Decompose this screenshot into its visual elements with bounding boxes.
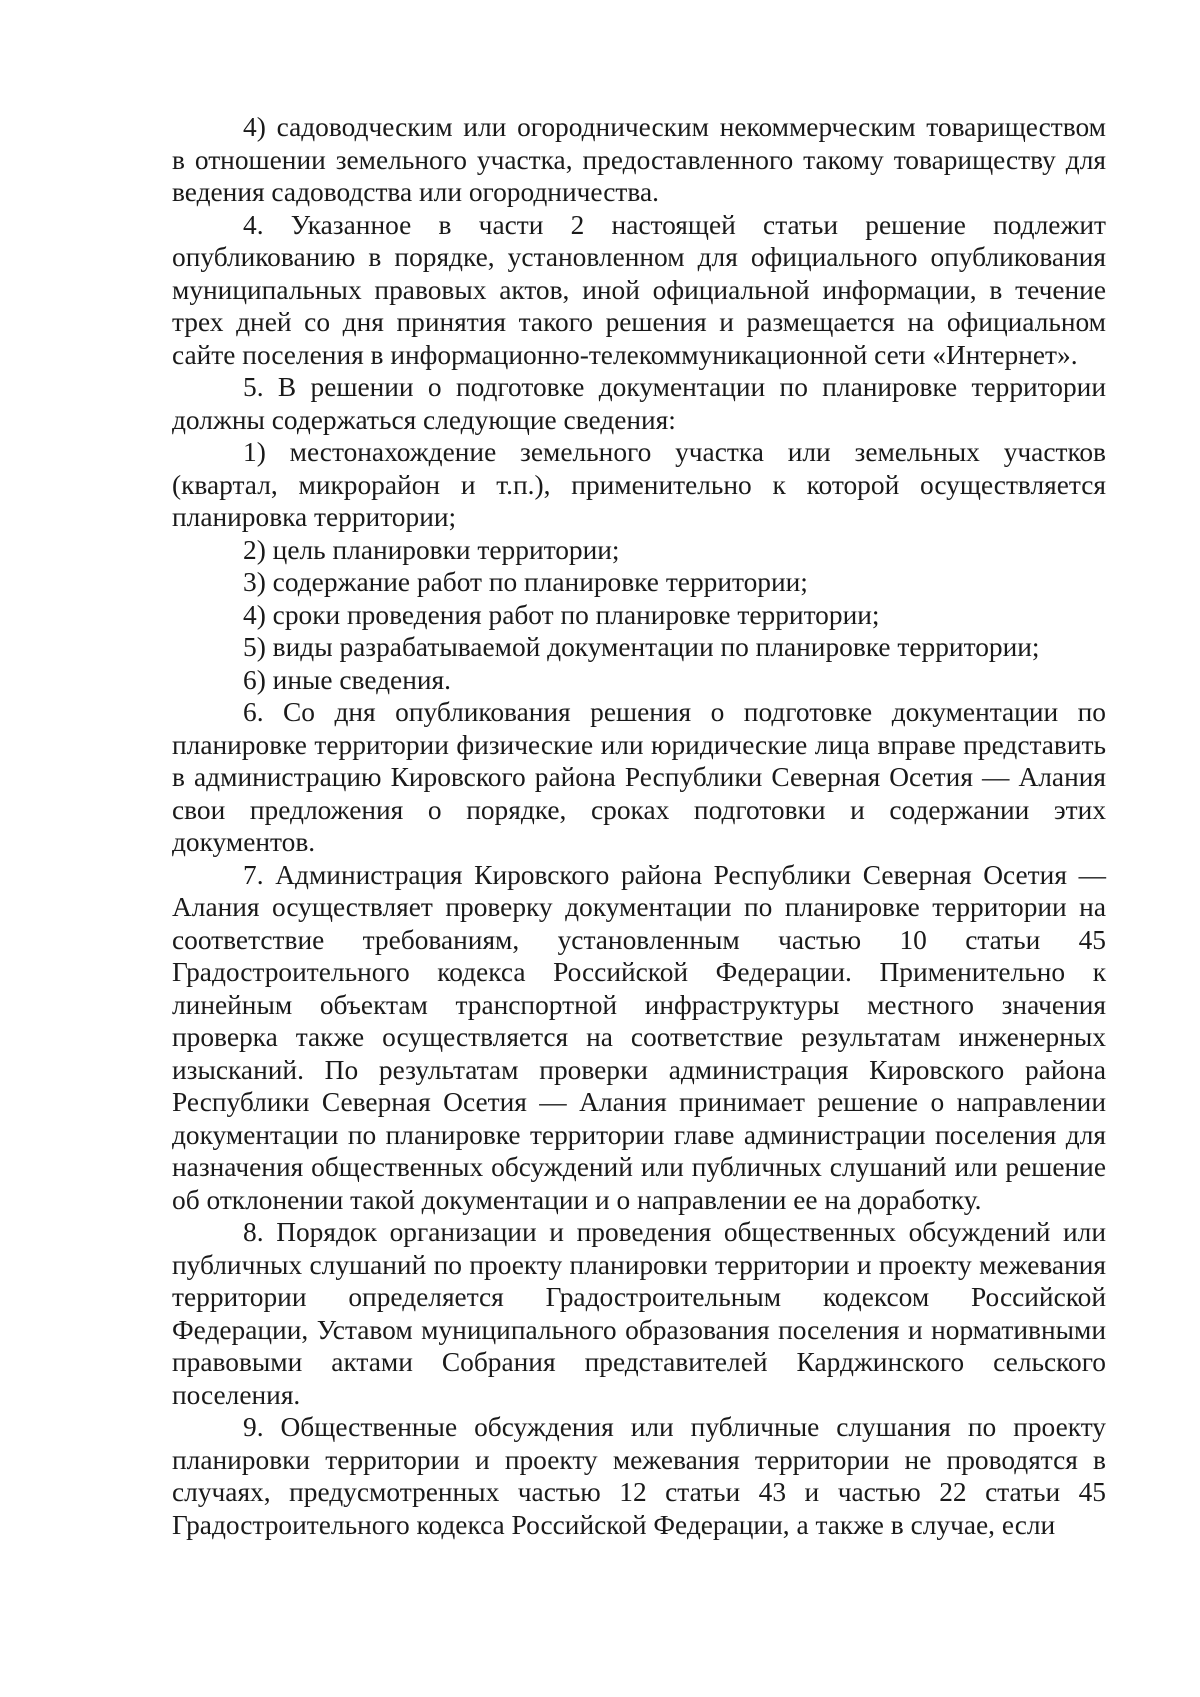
paragraph-4-publication: 4. Указанное в части 2 настоящей статьи решение подлежит опубликованию в порядке, установленном для официального опубликования муниципальных правовых актов, иной официальной информации, в течение трех дней со дня принятия такого решения и размещается на официальном сайте поселения в информационно-телекоммуникационной сети «Интернет».	[172, 209, 1106, 370]
paragraph-item-4-gardening: 4) садоводческим или огородническим некоммерческим товариществом в отношении земельного участка, предоставленного такому товариществу для ведения садоводства или огородничества.	[172, 112, 1106, 207]
paragraph-8-hearings-procedure: 8. Порядок организации и проведения общественных обсуждений или публичных слушаний по проекту планировки территории и проекту межевания территории определяется Градостроительным кодексом Российской Федерации, Уставом муниципального образования поселения и нормативными правовыми актами Собрания представителей Карджинского сельского поселения.	[172, 1217, 1106, 1410]
list-item-purpose: 2) цель планировки территории;	[243, 534, 620, 565]
document-page	[172, 111, 1106, 1541]
list-item-doc-types: 5) виды разрабатываемой документации по планировке территории;	[243, 632, 1040, 662]
list-item-location: 1) местонахождение земельного участка или земельных участков (квартал, микрорайон и т.п.), применительно к которой осуществляется планировка территории;	[172, 437, 1106, 532]
list-item-content: 3) содержание работ по планировке территории;	[243, 567, 808, 597]
paragraph-6-proposals: 6. Со дня опубликования решения о подготовке документации по планировке территории физические или юридические лица вправе представить в администрацию Кировского района Республики Северная Осетия — Алания свои предложения о порядке, сроках подготовки и содержании этих документов.	[172, 697, 1106, 857]
paragraph-9-no-hearings: 9. Общественные обсуждения или публичные слушания по проекту планировки территории и проекту межевания территории не проводятся в случаях, предусмотренных частью 12 статьи 43 и частью 22 статьи 45 Градостроительного кодекса Российской Федерации, а также в случае, если	[172, 1412, 1106, 1540]
paragraph-7-verification: 7. Администрация Кировского района Республики Северная Осетия — Алания осуществляет проверку документации по планировке территории на соответствие требованиям, установленным частью 10 статьи 45 Градостроительного кодекса Российской Федерации. Применительно к линейным объектам транспортной инфраструктуры местного значения проверка также осуществляется на соответствие результатам инженерных изысканий. По результатам проверки администрация Кировского района Республики Северная Осетия — Алания принимает решение о направлении документации по планировке территории главе администрации поселения для назначения общественных обсуждений или публичных слушаний или решение об отклонении такой документации и о направлении ее на доработку.	[172, 859, 1106, 1215]
list-item-deadlines: 4) сроки проведения работ по планировке территории;	[243, 599, 880, 630]
paragraph-5-decision-contents: 5. В решении о подготовке документации по планировке территории должны содержаться следующие сведения:	[172, 372, 1106, 435]
list-item-other: 6) иные сведения.	[243, 664, 451, 695]
